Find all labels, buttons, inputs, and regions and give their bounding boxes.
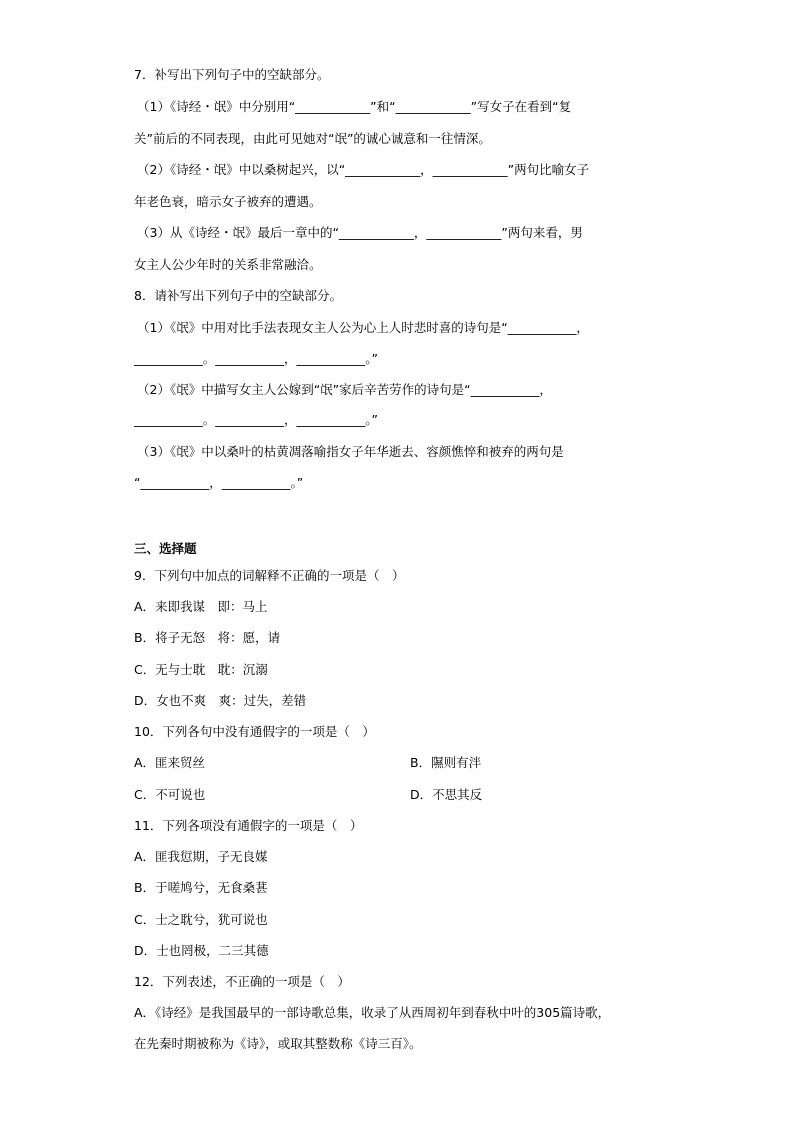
q8-part3-line2: “___________，___________。”	[134, 475, 304, 490]
q7-part3-line1: （3）从《诗经・氓》最后一章中的“____________，____________”两句来看，男	[137, 225, 583, 240]
q12-option-a-line2: 在先秦时期被称为《诗》，或取其整数称《诗三百》。	[134, 1036, 422, 1051]
q7-part3-line2: 女主人公少年时的关系非常融洽。	[134, 257, 322, 272]
q10-option-d: D．不思其反	[410, 787, 483, 802]
q9-option-b: B．将子无怒 将：愿，请	[134, 630, 281, 645]
q8-part1-line1: （1）《氓》中用对比手法表现女主人公为心上人时悲时喜的诗句是“___________，	[137, 320, 589, 335]
q8-part3-line1: （3）《氓》中以桑叶的枯黄凋落喻指女子年华逝去、容颜憔悴和被弃的两句是	[137, 444, 564, 459]
q11-option-c: C．士之耽兮，犹可说也	[134, 912, 268, 927]
q11-option-d: D．士也罔极，二三其德	[134, 943, 269, 958]
q10-option-a: A．匪来贸丝	[134, 755, 206, 770]
section-title: 三、选择题	[134, 541, 197, 556]
q7-part2-line1: （2）《诗经・氓》中以桑树起兴，以“____________，____________”两句比喻女子	[137, 162, 590, 177]
q8-part1-line2: ___________。___________，___________。”	[134, 351, 378, 366]
q7-part1-line1: （1）《诗经・氓》中分别用“____________”和“____________”写女子在看到“复	[137, 99, 572, 114]
q10-stem: 10．下列各句中没有通假字的一项是（ ）	[134, 724, 375, 739]
q11-stem: 11．下列各项没有通假字的一项是（ ）	[134, 818, 363, 833]
q9-option-a: A．来即我谋 即：马上	[134, 599, 268, 614]
q12-stem: 12．下列表述，不正确的一项是（ ）	[134, 974, 350, 989]
q7-part1-line2: 关”前后的不同表现，由此可见她对“氓”的诚心诚意和一往情深。	[134, 131, 491, 146]
q11-option-a: A．匪我愆期，子无良媒	[134, 849, 268, 864]
q9-option-d: D．女也不爽 爽：过失，差错	[134, 693, 307, 708]
q8-part2-line2: ___________。___________，___________。”	[134, 412, 378, 427]
q9-option-c: C．无与士耽 耽：沉溺	[134, 662, 268, 677]
q12-option-a-line1: A．《诗经》是我国最早的一部诗歌总集，收录了从西周初年到春秋中叶的305篇诗歌，	[134, 1005, 611, 1020]
q8-part2-line1: （2）《氓》中描写女主人公嫁到“氓”家后辛苦劳作的诗句是“___________，	[137, 382, 552, 397]
q11-option-b: B．于嗟鸠兮，无食桑葚	[134, 880, 268, 895]
q8-stem: 8．请补写出下列句子中的空缺部分。	[134, 288, 342, 303]
q9-stem: 9．下列句中加点的词解释不正确的一项是（ ）	[134, 568, 405, 583]
q7-stem: 7．补写出下列句子中的空缺部分。	[134, 67, 330, 82]
q10-option-b: B．隰则有泮	[410, 755, 482, 770]
q7-part2-line2: 年老色衰，暗示女子被弃的遭遇。	[134, 194, 322, 209]
q10-option-c: C．不可说也	[134, 787, 206, 802]
